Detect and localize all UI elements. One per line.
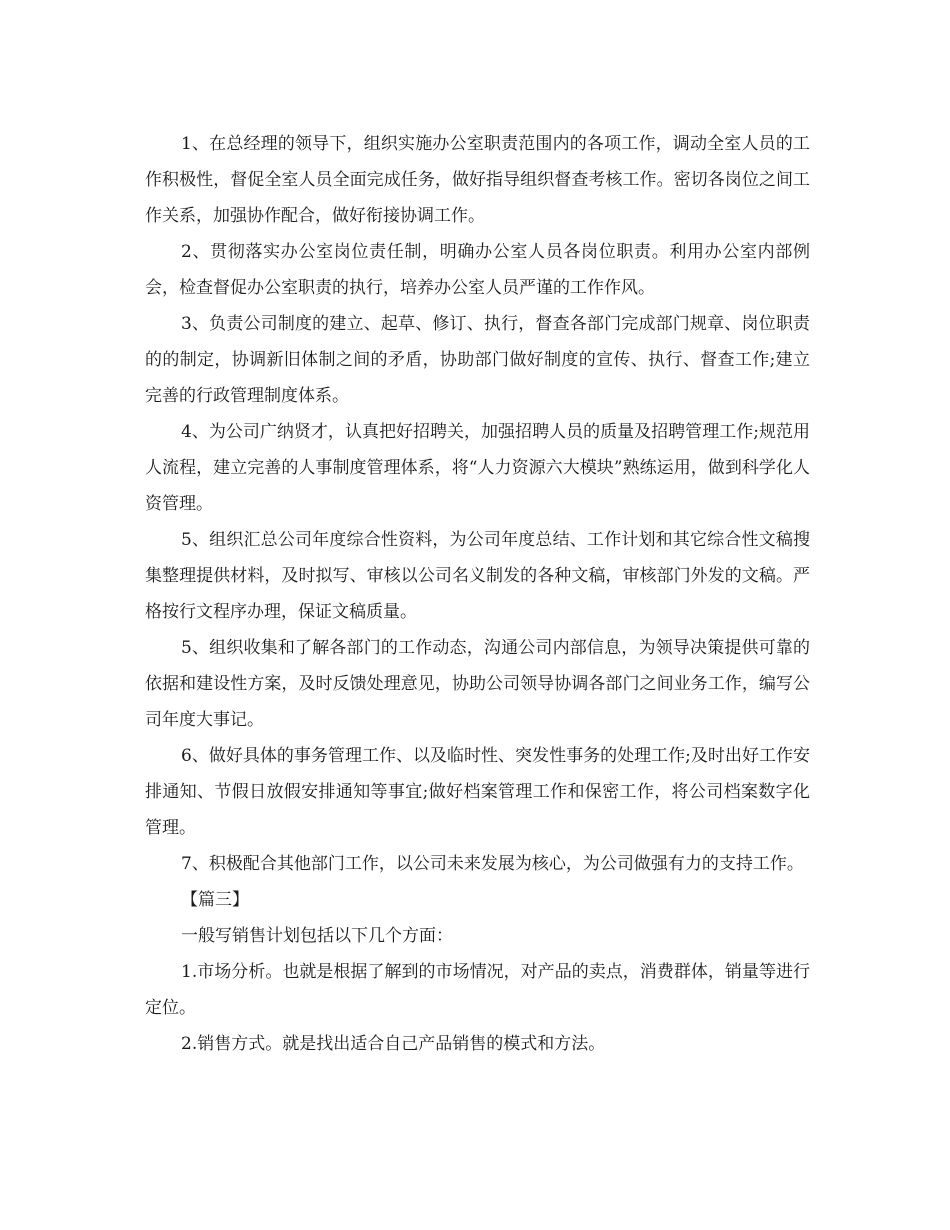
paragraph-duty-4: 4、为公司广纳贤才，认真把好招聘关，加强招聘人员的质量及招聘管理工作;规范用人流程，建立完善的人事制度管理体系，将“人力资源六大模块”熟练运用，做到科学化人资管理。 bbox=[145, 422, 810, 514]
paragraph-duty-2: 2、贯彻落实办公室岗位责任制，明确办公室人员各岗位职责。利用办公室内部例会，检查督促办公室职责的执行，培养办公室人员严谨的工作作风。 bbox=[145, 242, 810, 298]
paragraph-duty-6: 6、做好具体的事务管理工作、以及临时性、突发性事务的处理工作;及时出好工作安排通知、节假日放假安排通知等事宜;做好档案管理工作和保密工作，将公司档案数字化管理。 bbox=[145, 746, 810, 838]
paragraph-duty-5b: 5、组织收集和了解各部门的工作动态，沟通公司内部信息，为领导决策提供可靠的依据和建设性方案，及时反馈处理意见，协助公司领导协调各部门之间业务工作，编写公司年度大事记。 bbox=[145, 638, 810, 730]
paragraph-duty-3: 3、负责公司制度的建立、起草、修订、执行，督查各部门完成部门规章、岗位职责的的制定，协调新旧体制之间的矛盾，协助部门做好制度的宣传、执行、督查工作;建立完善的行政管理制度体系。 bbox=[145, 314, 810, 406]
document-body bbox=[145, 126, 810, 1062]
paragraph-intro: 一般写销售计划包括以下几个方面： bbox=[181, 926, 453, 946]
paragraph-item-1: 1.市场分析。也就是根据了解到的市场情况，对产品的卖点，消费群体，销量等进行定位。 bbox=[145, 962, 810, 1018]
section-heading: 【篇三】 bbox=[181, 890, 249, 910]
paragraph-duty-5a: 5、组织汇总公司年度综合性资料，为公司年度总结、工作计划和其它综合性文稿搜集整理提供材料，及时拟写、审核以公司名义制发的各种文稿，审核部门外发的文稿。严格按行文程序办理，保证文稿质量。 bbox=[145, 530, 810, 622]
paragraph-duty-1: 1、在总经理的领导下，组织实施办公室职责范围内的各项工作，调动全室人员的工作积极性，督促全室人员全面完成任务，做好指导组织督查考核工作。密切各岗位之间工作关系，加强协作配合，做好衔接协调工作。 bbox=[145, 134, 810, 226]
paragraph-duty-7: 7、积极配合其他部门工作，以公司未来发展为核心，为公司做强有力的支持工作。 bbox=[181, 854, 804, 874]
paragraph-item-2: 2.销售方式。就是找出适合自己产品销售的模式和方法。 bbox=[181, 1034, 606, 1054]
